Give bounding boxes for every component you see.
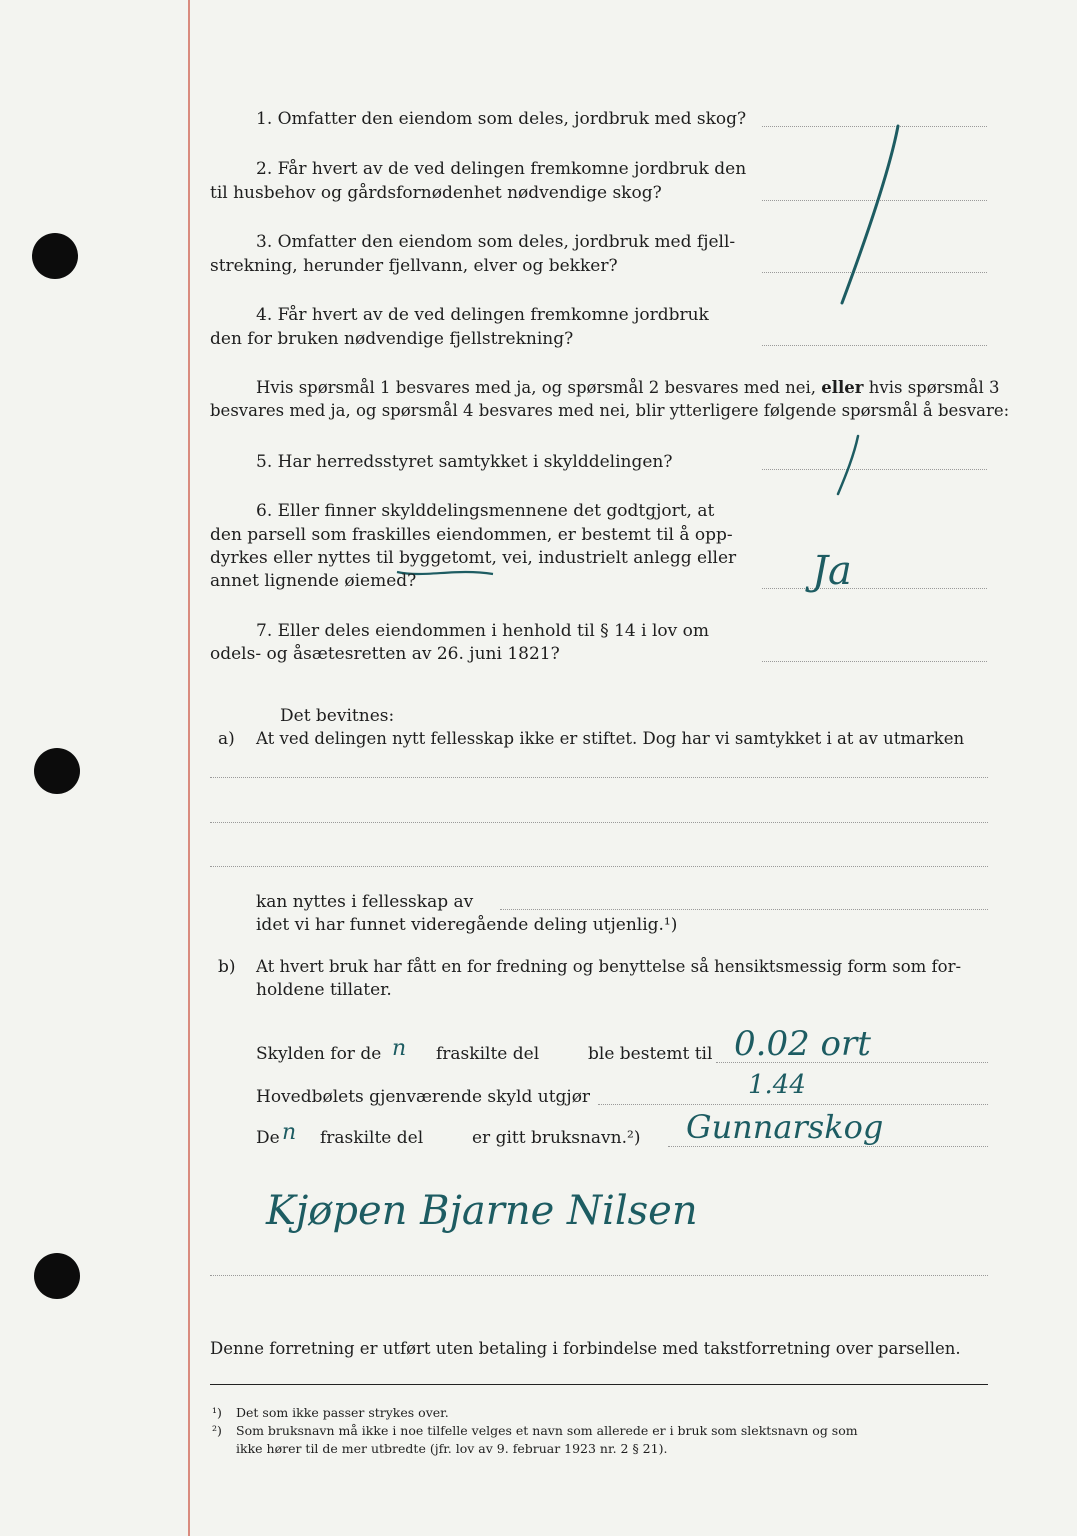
- q6-byggetomt: byggetomt,: [399, 548, 497, 568]
- footnote-rule: [210, 1384, 988, 1385]
- blank-line: [500, 909, 988, 910]
- question-4-line-1: 4. Får hvert av de ved delingen fremkomne jordbruk: [256, 305, 709, 325]
- punch-hole: [34, 1253, 80, 1299]
- blank-line: [210, 777, 988, 778]
- footnote-1-mark: ¹): [212, 1405, 222, 1420]
- skyld-line-3-b: fraskilte del: [320, 1128, 424, 1148]
- item-b-line-2: holdene tillater.: [256, 980, 392, 1000]
- skyld-line-3-a: De: [256, 1128, 280, 1148]
- question-7-line-1: 7. Eller deles eiendommen i henhold til § 14 i lov om: [256, 621, 709, 641]
- margin-rule: [188, 0, 190, 1536]
- handwritten-answer-ja: Ja: [812, 548, 852, 594]
- skyld-line-1-c: ble bestemt til: [588, 1044, 713, 1064]
- item-a-text: At ved delingen nytt fellesskap ikke er stiftet. Dog har vi samtykket i at av utmarken: [256, 729, 965, 748]
- punch-hole: [32, 233, 78, 279]
- footnote-2-line-2: ikke hører til de mer utbredte (jfr. lov av 9. februar 1923 nr. 2 § 21).: [236, 1441, 668, 1456]
- question-6-line-4: annet lignende øiemed?: [210, 571, 417, 591]
- answer-line-q5: [762, 469, 987, 470]
- answer-slash-q5: [830, 430, 870, 500]
- handwritten-remaining-value: 1.44: [748, 1070, 806, 1100]
- answer-line-q4: [762, 345, 987, 346]
- blank-line: [210, 1275, 988, 1276]
- answer-line-q6: [762, 588, 987, 589]
- handwritten-skyld-value: 0.02 ort: [734, 1024, 871, 1064]
- question-4-line-2: den for bruken nødvendige fjellstrekning?: [210, 329, 574, 349]
- question-1: 1. Omfatter den eiendom som deles, jordbruk med skog?: [256, 109, 747, 129]
- question-5: 5. Har herredsstyret samtykket i skylddelingen?: [256, 452, 673, 472]
- item-b-line-1: At hvert bruk har fått en for fredning og benyttelse så hensiktsmessig form som for-: [256, 957, 962, 976]
- item-a-continuation-1: kan nyttes i fellesskap av: [256, 892, 474, 912]
- question-2-line-2: til husbehov og gårdsfornødenhet nødvendige skog?: [210, 183, 662, 203]
- skyld-line-2: Hovedbølets gjenværende skyld utgjør: [256, 1087, 591, 1107]
- value-line: [598, 1104, 988, 1105]
- condition-line-2: besvares med ja, og spørsmål 4 besvares med nei, blir ytterligere følgende spørsmål å besvare:: [210, 401, 1010, 420]
- handwritten-signature: Kjøpen Bjarne Nilsen: [266, 1188, 698, 1234]
- footnote-1: Det som ikke passer strykes over.: [236, 1405, 449, 1420]
- skyld-line-1-b: fraskilte del: [436, 1044, 540, 1064]
- question-3-line-1: 3. Omfatter den eiendom som deles, jordbruk med fjell-: [256, 232, 736, 252]
- item-b-label: b): [218, 957, 236, 977]
- q6-underlined-word: [399, 548, 497, 568]
- handwritten-suffix: n: [392, 1036, 407, 1061]
- certification-intro: Det bevitnes:: [280, 706, 395, 726]
- question-7-line-2: odels- og åsætesretten av 26. juni 1821?: [210, 644, 560, 664]
- skyld-line-3-c: er gitt bruksnavn.²): [472, 1128, 641, 1148]
- handwritten-bruksnavn: Gunnarskog: [686, 1108, 884, 1146]
- condition-bold-eller: eller: [821, 378, 864, 397]
- condition-text-b: hvis spørsmål 3: [868, 378, 1000, 397]
- handwritten-suffix: n: [282, 1120, 297, 1145]
- item-a-continuation-2: idet vi har funnet videregående deling utjenlig.¹): [256, 915, 678, 935]
- footnote-2-line-1: Som bruksnavn må ikke i noe tilfelle velges et navn som allerede er i bruk som slektsnavn og som: [236, 1423, 858, 1438]
- question-6-line-2: den parsell som fraskilles eiendommen, er bestemt til å opp-: [210, 525, 733, 545]
- q6-text-a: dyrkes eller nyttes til: [210, 548, 394, 568]
- question-6-line-1: 6. Eller finner skylddelingsmennene det godtgjort, at: [256, 501, 715, 521]
- closing-statement: Denne forretning er utført uten betaling i forbindelse med takstforretning over parsellen.: [210, 1339, 961, 1358]
- answer-line-q7: [762, 661, 987, 662]
- q6-text-c: vei, industrielt anlegg eller: [502, 548, 737, 568]
- punch-hole: [34, 748, 80, 794]
- condition-text-a: Hvis spørsmål 1 besvares med ja, og spørsmål 2 besvares med nei,: [256, 378, 817, 397]
- question-2-line-1: 2. Får hvert av de ved delingen fremkomne jordbruk den: [256, 159, 747, 179]
- blank-line: [210, 866, 988, 867]
- value-line: [668, 1146, 988, 1147]
- item-a-label: a): [218, 729, 235, 749]
- question-3-line-2: strekning, herunder fjellvann, elver og bekker?: [210, 256, 618, 276]
- skyld-line-1-a: Skylden for de: [256, 1044, 382, 1064]
- condition-line-1: [256, 376, 1000, 400]
- answer-slash-mark: [820, 118, 920, 318]
- question-6-line-3: [210, 546, 736, 570]
- footnote-2-mark: ²): [212, 1423, 222, 1438]
- blank-line: [210, 822, 988, 823]
